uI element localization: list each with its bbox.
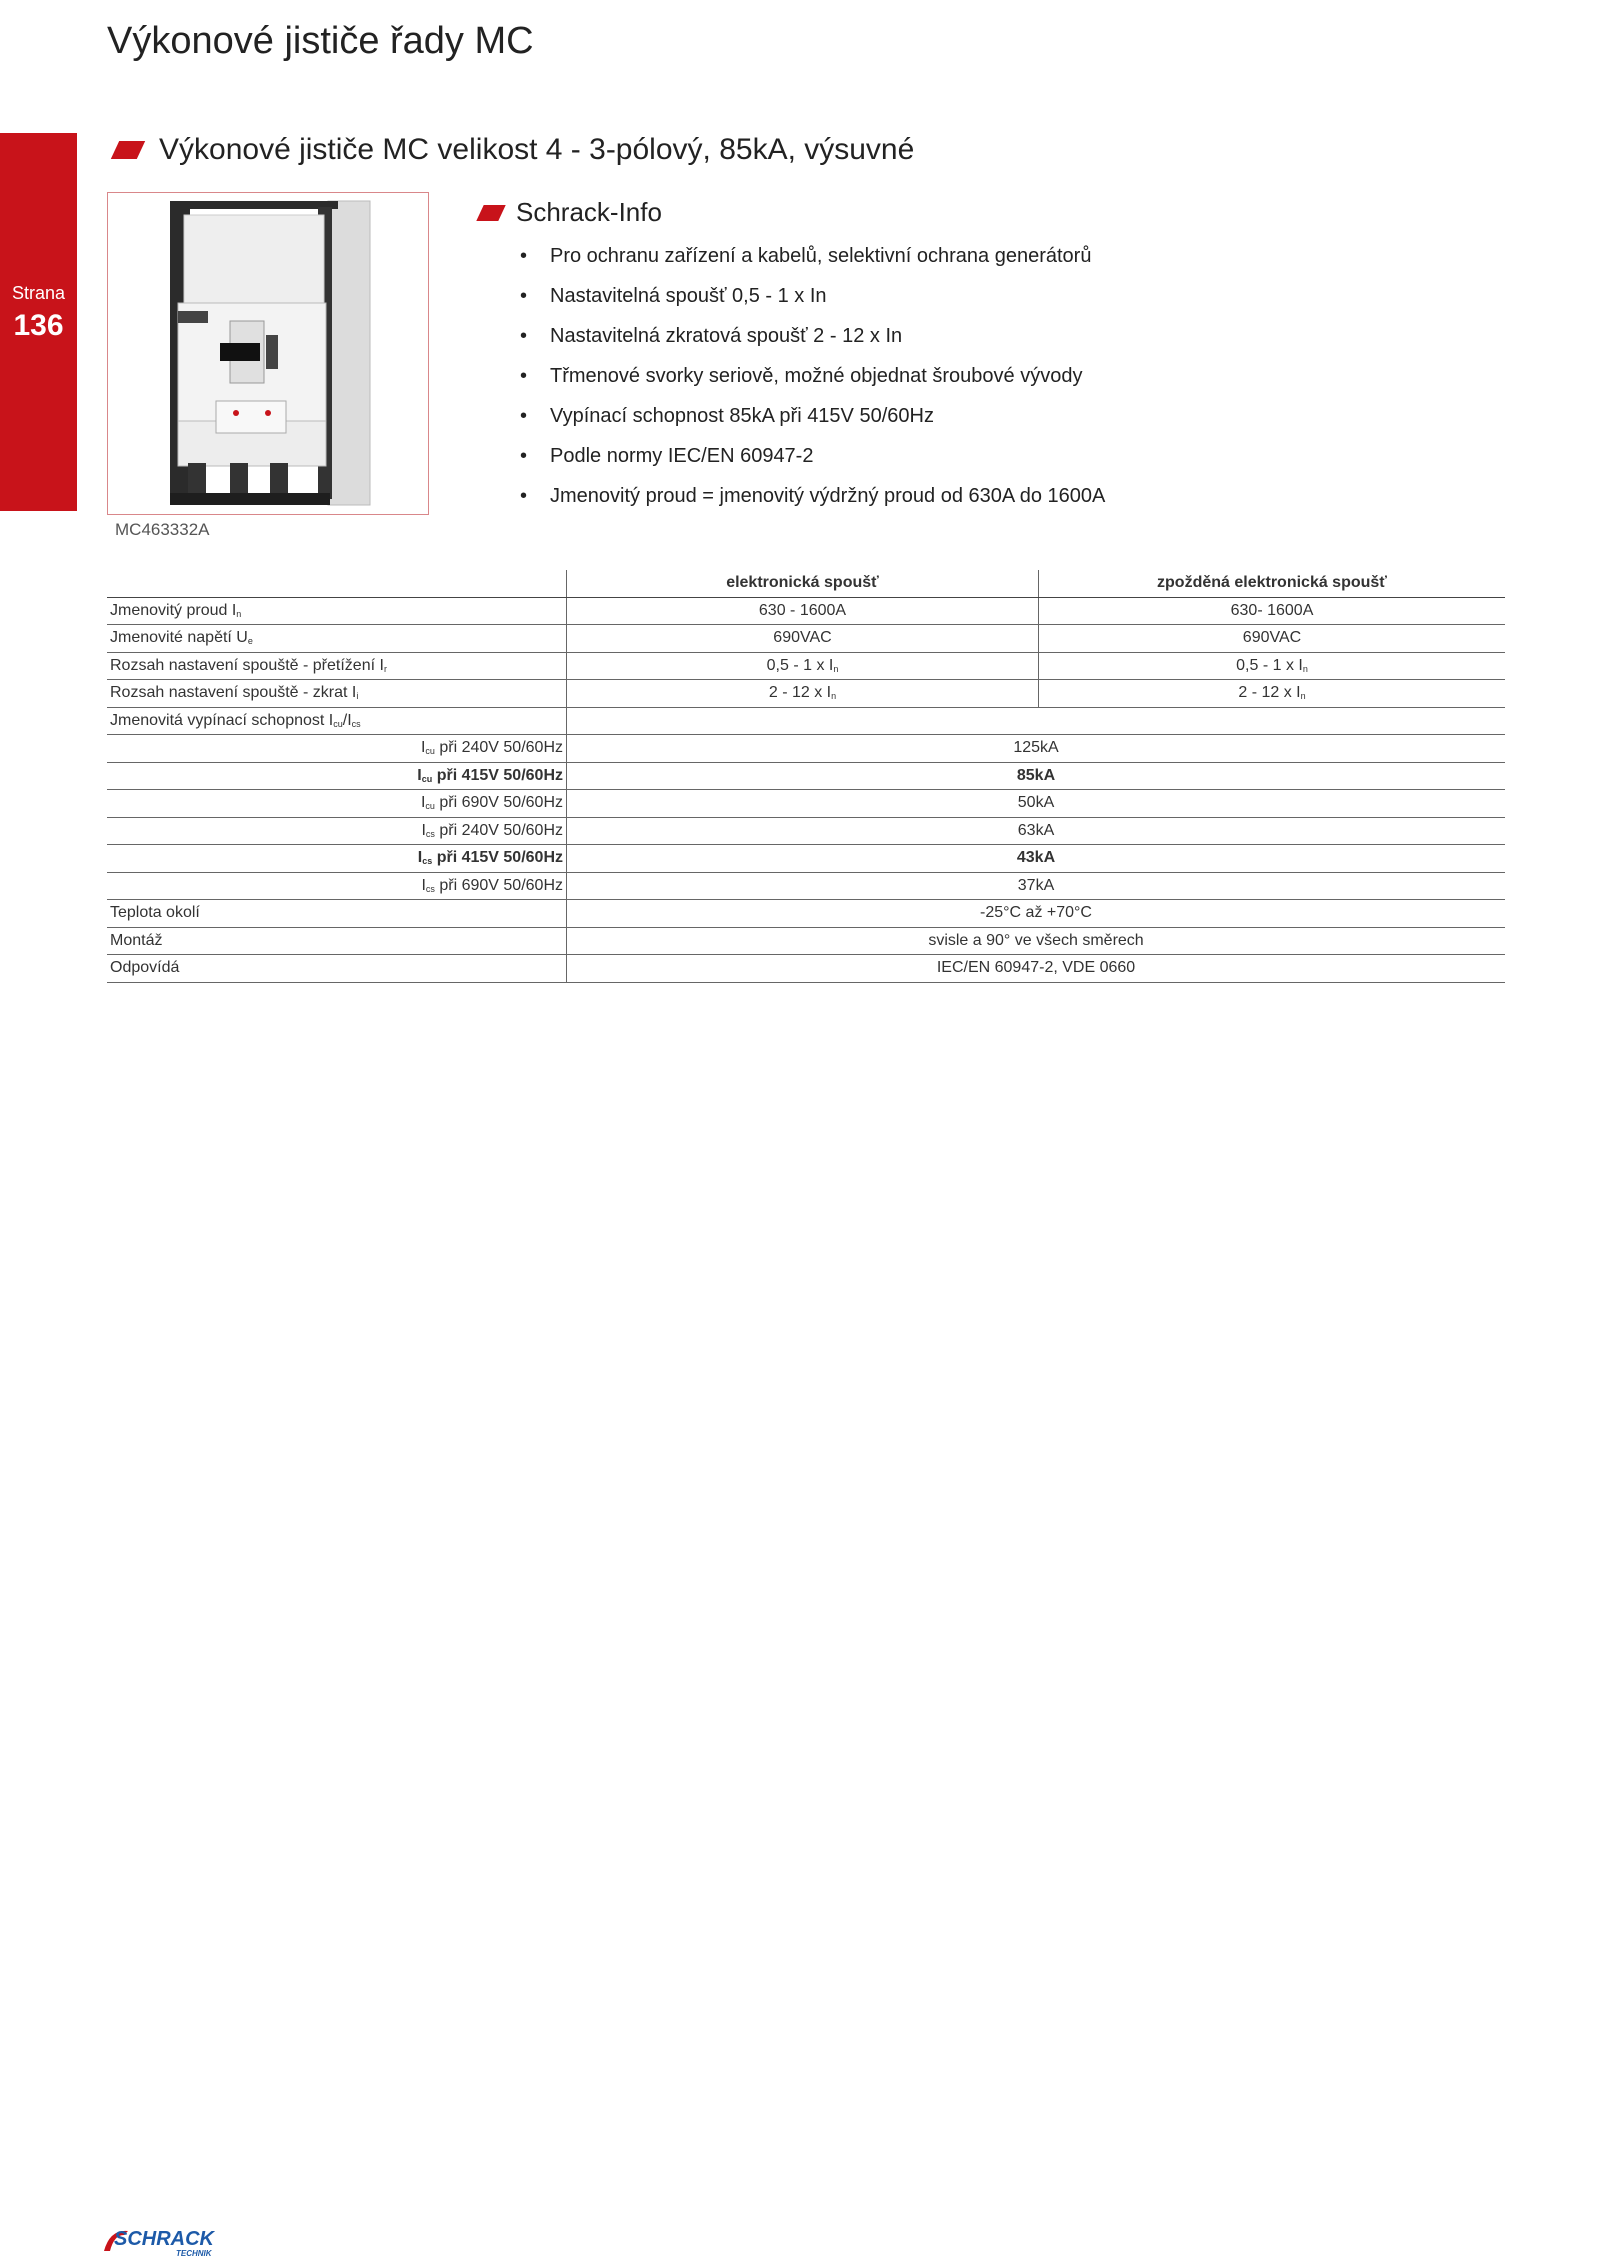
info-item: • Podle normy IEC/EN 60947-2 [520,440,1105,480]
circuit-breaker-image [108,193,428,513]
table-row: $I_{cs}$ při 415V 50/60Hz 43kA [107,845,1505,873]
product-code: MC463332A [115,520,210,539]
info-item: • Vypínací schopnost 85kA při 415V 50/60Hz [520,400,1105,440]
table-header-electronic: elektronická spoušť [567,570,1039,597]
table-header-row [107,570,1505,597]
info-title-text: Schrack-Info [516,197,662,227]
table-row: Rozsah nastavení spouště - zkrat $I_i$ 2 - 12 x $I_n$ 2 - 12 x $I_n$ [107,680,1505,708]
info-item: • Nastavitelná zkratová spoušť 2 - 12 x In [520,320,1105,360]
page-title: Výkonové jističe řady MC [107,20,534,62]
info-title [480,197,662,228]
table-row: $I_{cs}$ při 240V 50/60Hz 63kA [107,817,1505,845]
schrack-logo-icon [100,2225,250,2259]
red-marker-icon [111,141,145,159]
table-row-breaking-capacity: Jmenovitá vypínací schopnost $I_{cu}/I_{cs}$ [107,707,1505,735]
page-label: Strana [11,283,66,303]
info-item: • Jmenovitý proud = jmenovitý výdržný proud od 630A do 1600A [520,480,1105,520]
table-header-delayed: zpožděná elektronická spoušť [1039,570,1506,597]
table-row: $I_{cs}$ při 690V 50/60Hz 37kA [107,872,1505,900]
info-list [520,240,1105,520]
page-number: 136 [13,309,64,342]
info-item: • Třmenové svorky seriově, možné objednat šroubové vývody [520,360,1105,400]
spec-table [107,570,1505,983]
table-row: Rozsah nastavení spouště - přetížení $I_r$ 0,5 - 1 x $I_n$ 0,5 - 1 x $I_n$ [107,652,1505,680]
info-item: • Pro ochranu zařízení a kabelů, selektivní ochrana generátorů [520,240,1105,280]
product-image [107,192,429,515]
table-header-empty [107,570,567,597]
schrack-logo [100,2225,250,2264]
table-row: Jmenovité napětí $U_e$ 690VAC 690VAC [107,625,1505,653]
table-row: $I_{cu}$ při 240V 50/60Hz 125kA [107,735,1505,763]
table-row: Jmenovitý proud $I_n$ 630 - 1600A 630- 1600A [107,597,1505,625]
page-number-tab [0,133,77,511]
table-row: $I_{cu}$ při 690V 50/60Hz 50kA [107,790,1505,818]
section-title [115,133,914,167]
section-title-text: Výkonové jističe MC velikost 4 - 3-pólový, 85kA, výsuvné [159,133,915,166]
svg-text:TECHNIK: TECHNIK [176,2249,212,2258]
table-row: Odpovídá IEC/EN 60947-2, VDE 0660 [107,955,1505,983]
red-marker-icon [476,205,505,221]
table-row: Montáž svisle a 90° ve všech směrech [107,927,1505,955]
table-row: Teplota okolí -25°C až +70°C [107,900,1505,928]
table-row: $I_{cu}$ při 415V 50/60Hz 85kA [107,762,1505,790]
info-item: • Nastavitelná spoušť 0,5 - 1 x In [520,280,1105,320]
svg-text:SCHRACK: SCHRACK [114,2228,214,2250]
